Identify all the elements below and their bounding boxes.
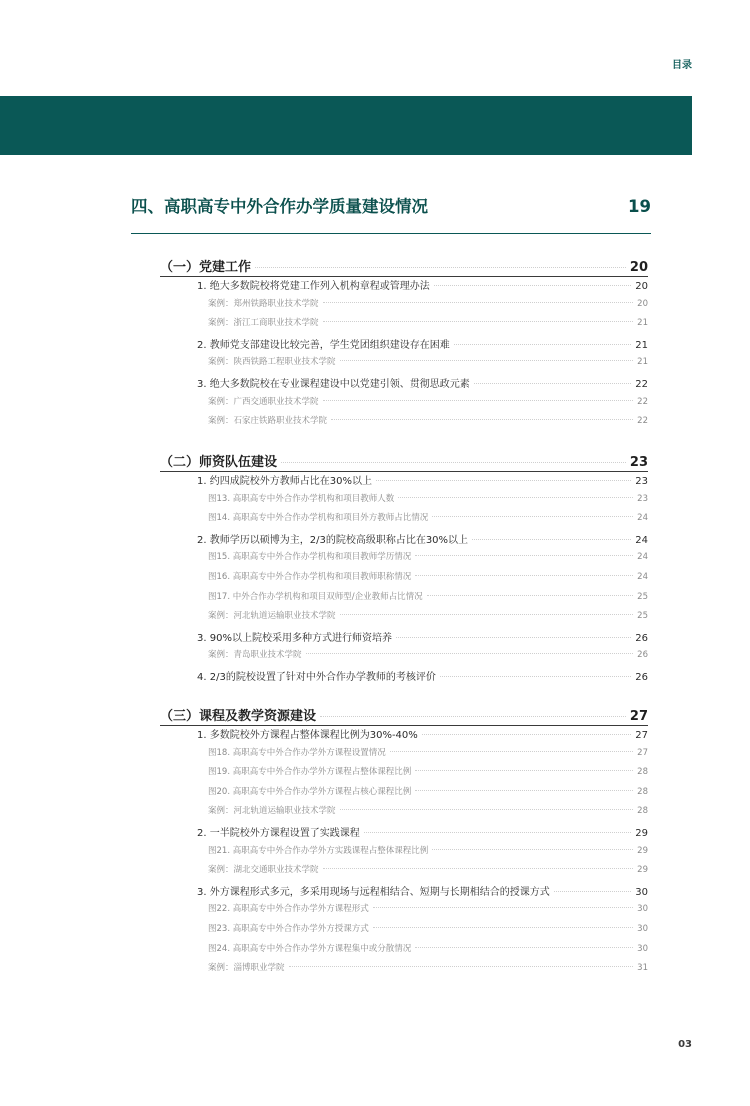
leader-dots — [415, 790, 633, 791]
entry-page: 29 — [635, 827, 648, 839]
entry-title: 3. 外方课程形式多元，多采用现场与远程相结合、短期与长期相结合的授课方式 — [197, 886, 550, 898]
entry-page: 26 — [637, 650, 648, 661]
leader-dots — [398, 497, 633, 498]
toc-subentry[interactable] — [160, 570, 648, 590]
entry-page: 27 — [637, 747, 648, 758]
leader-dots — [472, 539, 631, 540]
entry-title: 案例：浙江工商职业技术学院 — [208, 318, 319, 329]
leader-dots — [454, 344, 632, 345]
entry-title: 图22. 高职高专中外合作办学外方课程形式 — [208, 904, 369, 915]
header-banner — [0, 96, 692, 155]
leader-dots — [432, 849, 633, 850]
leader-dots — [373, 927, 633, 928]
entry-page: 26 — [635, 671, 648, 683]
section-heading[interactable] — [160, 256, 648, 278]
leader-dots — [415, 555, 633, 556]
entry-title: 3. 绝大多数院校在专业课程建设中以党建引领、贯彻思政元素 — [197, 378, 470, 390]
entry-page: 24 — [635, 534, 648, 546]
section-heading[interactable] — [160, 705, 648, 727]
entry-page: 24 — [637, 571, 648, 582]
leader-dots — [323, 321, 634, 322]
leader-dots — [415, 575, 633, 576]
entry-title: 案例：河北轨道运输职业技术学院 — [208, 611, 336, 622]
toc-subentry[interactable] — [160, 961, 648, 981]
toc-subentry[interactable] — [160, 414, 648, 434]
section-title: （三）课程及教学资源建设 — [160, 709, 317, 724]
entry-title: 案例：广西交通职业技术学院 — [208, 396, 319, 407]
entry-title: 2. 教师党支部建设比较完善，学生党团组织建设存在困难 — [197, 339, 450, 351]
toc-subentry[interactable] — [160, 590, 648, 610]
toc-subentry[interactable] — [160, 550, 648, 570]
leader-dots — [373, 907, 633, 908]
toc-subentry[interactable] — [160, 511, 648, 531]
toc-subentry[interactable] — [160, 492, 648, 512]
toc-subentry[interactable] — [160, 863, 648, 883]
toc-entry[interactable] — [160, 668, 648, 688]
chapter-title: 四、高职高专中外合作办学质量建设情况 — [131, 197, 428, 216]
toc-section-curriculum — [160, 705, 648, 981]
leader-dots — [427, 595, 634, 596]
toc-subentry[interactable] — [160, 844, 648, 864]
entry-title: 图20. 高职高专中外合作办学外方课程占核心课程比例 — [208, 786, 412, 797]
entry-page: 29 — [637, 865, 648, 876]
entry-title: 图13. 高职高专中外合作办学机构和项目教师人数 — [208, 493, 395, 504]
section-heading[interactable] — [160, 451, 648, 473]
entry-title: 案例：郑州铁路职业技术学院 — [208, 298, 319, 309]
leader-dots — [323, 868, 634, 869]
leader-dots — [376, 480, 631, 481]
leader-dots — [320, 716, 626, 717]
entry-page: 25 — [637, 611, 648, 622]
entry-page: 30 — [637, 923, 648, 934]
section-title: （一）党建工作 — [160, 260, 252, 275]
toc-subentry[interactable] — [160, 804, 648, 824]
toc-subentry[interactable] — [160, 316, 648, 336]
toc-entry[interactable] — [160, 336, 648, 356]
entry-page: 29 — [637, 845, 648, 856]
entry-page: 21 — [637, 357, 648, 368]
toc-header-label: 目录 — [672, 60, 692, 71]
entry-page: 22 — [635, 378, 648, 390]
entry-title: 2. 一半院校外方课程设置了实践课程 — [197, 827, 360, 839]
toc-entry[interactable] — [160, 883, 648, 903]
toc-subentry[interactable] — [160, 765, 648, 785]
leader-dots — [554, 891, 632, 892]
toc-entry[interactable] — [160, 726, 648, 746]
leader-dots — [396, 637, 631, 638]
toc-subentry[interactable] — [160, 785, 648, 805]
leader-dots — [340, 360, 634, 361]
entry-title: 4. 2/3的院校设置了针对中外合作办学教师的考核评价 — [197, 671, 436, 683]
leader-dots — [474, 383, 632, 384]
entry-page: 28 — [637, 786, 648, 797]
leader-dots — [364, 832, 632, 833]
leader-dots — [422, 734, 631, 735]
toc-subentry[interactable] — [160, 922, 648, 942]
leader-dots — [440, 676, 631, 677]
entry-title: 图17. 中外合作办学机构和项目双师型/企业教师占比情况 — [208, 591, 423, 602]
leader-dots — [434, 285, 632, 286]
toc-subentry[interactable] — [160, 746, 648, 766]
entry-title: 图24. 高职高专中外合作办学外方课程集中或分散情况 — [208, 943, 412, 954]
section-page: 20 — [629, 260, 648, 275]
leader-dots — [323, 302, 634, 303]
entry-page: 30 — [637, 904, 648, 915]
entry-title: 案例：石家庄铁路职业技术学院 — [208, 416, 328, 427]
entry-page: 20 — [637, 298, 648, 309]
section-page: 23 — [629, 455, 648, 470]
entry-title: 图19. 高职高专中外合作办学外方课程占整体课程比例 — [208, 767, 412, 778]
entry-title: 图15. 高职高专中外合作办学机构和项目教师学历情况 — [208, 552, 412, 563]
leader-dots — [306, 653, 634, 654]
entry-title: 图14. 高职高专中外合作办学机构和项目外方教师占比情况 — [208, 513, 429, 524]
entry-page: 22 — [637, 416, 648, 427]
leader-dots — [340, 809, 634, 810]
leader-dots — [415, 770, 633, 771]
entry-title: 图21. 高职高专中外合作办学外方实践课程占整体课程比例 — [208, 845, 429, 856]
entry-page: 22 — [637, 396, 648, 407]
toc-subentry[interactable] — [160, 297, 648, 317]
entry-page: 30 — [635, 886, 648, 898]
entry-page: 20 — [635, 281, 648, 292]
leader-dots — [255, 267, 626, 268]
toc-subentry[interactable] — [160, 902, 648, 922]
toc-subentry[interactable] — [160, 648, 648, 668]
entry-page: 30 — [637, 943, 648, 954]
entry-page: 23 — [635, 476, 648, 487]
leader-dots — [289, 966, 634, 967]
toc-section-party-building — [160, 256, 648, 434]
toc-entry[interactable] — [160, 824, 648, 844]
entry-page: 31 — [637, 963, 648, 974]
entry-page: 25 — [637, 591, 648, 602]
toc-entry[interactable] — [160, 629, 648, 649]
toc-subentry[interactable] — [160, 395, 648, 415]
chapter-heading[interactable] — [131, 193, 651, 217]
entry-title: 图16. 高职高专中外合作办学机构和项目教师职称情况 — [208, 571, 412, 582]
entry-title: 1. 绝大多数院校将党建工作列入机构章程或管理办法 — [197, 281, 430, 292]
entry-title: 案例：青岛职业技术学院 — [208, 650, 302, 661]
leader-dots — [432, 516, 633, 517]
toc-entry[interactable] — [160, 277, 648, 297]
entry-page: 23 — [637, 493, 648, 504]
section-title: （二）师资队伍建设 — [160, 455, 278, 470]
entry-page: 28 — [637, 767, 648, 778]
entry-title: 3. 90%以上院校采用多种方式进行师资培养 — [197, 632, 392, 644]
leader-dots — [331, 419, 633, 420]
toc-subentry[interactable] — [160, 355, 648, 375]
entry-page: 24 — [637, 552, 648, 563]
entry-title: 案例：湖北交通职业技术学院 — [208, 865, 319, 876]
entry-title: 案例：河北轨道运输职业技术学院 — [208, 806, 336, 817]
leader-dots — [281, 462, 626, 463]
entry-title: 2. 教师学历以硕博为主，2/3的院校高级职称占比在30%以上 — [197, 534, 469, 546]
toc-entry[interactable] — [160, 375, 648, 395]
entry-title: 图18. 高职高专中外合作办学外方课程设置情况 — [208, 747, 386, 758]
entry-page: 24 — [637, 513, 648, 524]
entry-title: 1. 约四成院校外方教师占比在30%以上 — [197, 476, 372, 487]
toc-entry[interactable] — [160, 472, 648, 492]
toc-subentry[interactable] — [160, 609, 648, 629]
leader-dots — [415, 947, 633, 948]
chapter-divider — [131, 233, 651, 234]
entry-title: 案例：陕西铁路工程职业技术学院 — [208, 357, 336, 368]
entry-title: 案例：淄博职业学院 — [208, 963, 285, 974]
entry-title: 1. 多数院校外方课程占整体课程比例为30%-40% — [197, 730, 418, 741]
toc-subentry[interactable] — [160, 942, 648, 962]
leader-dots — [323, 400, 634, 401]
chapter-page: 19 — [628, 197, 651, 216]
entry-page: 21 — [637, 318, 648, 329]
section-page: 27 — [629, 709, 648, 724]
entry-page: 27 — [635, 730, 648, 741]
entry-title: 图23. 高职高专中外合作办学外方授课方式 — [208, 923, 369, 934]
leader-dots — [390, 751, 633, 752]
entry-page: 28 — [637, 806, 648, 817]
entry-page: 26 — [635, 632, 648, 644]
toc-entry[interactable] — [160, 531, 648, 551]
toc-section-faculty — [160, 451, 648, 688]
entry-page: 21 — [635, 339, 648, 351]
leader-dots — [340, 614, 634, 615]
page-number: 03 — [678, 1039, 692, 1050]
